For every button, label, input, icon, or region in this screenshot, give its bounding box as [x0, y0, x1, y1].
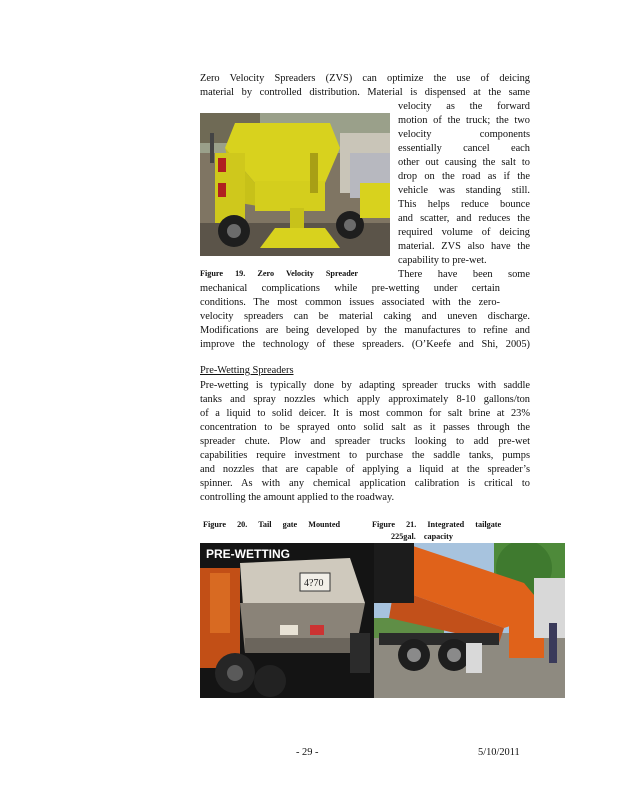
tailgate-mounted-tank-image — [200, 543, 374, 698]
figure-19-photo — [200, 113, 390, 256]
text-line: vehicle was standing still. — [398, 185, 530, 196]
figure-20-caption: Figure 20. Tail gate Mounted — [203, 520, 341, 529]
text-line: Modifications are being developed by the manufactures to refine and — [200, 325, 530, 336]
text-line: concentration to be sprayed onto solid salt as it passes through the — [200, 422, 530, 433]
text-line: velocity components — [398, 129, 530, 140]
text-line: tanks and spray nozzles which apply approximately 8-10 gallons/ton — [200, 394, 530, 405]
text-line: and scatter, and reduces the — [398, 213, 530, 224]
text-line: velocity as the forward — [398, 101, 530, 112]
pre-wetting-overlay-label: PRE-WETTING — [206, 547, 290, 561]
footer-date: 5/10/2011 — [478, 747, 520, 758]
text-line: velocity spreaders can be material caking and uneven discharge. — [200, 311, 530, 322]
text-line: other out causing the salt to — [398, 157, 530, 168]
text-line: motion of the truck; the two — [398, 115, 530, 126]
text-line: conditions. The most common issues associated with the zero- — [200, 297, 500, 308]
zero-velocity-spreader-image — [200, 113, 390, 256]
text-line: This helps reduce bounce — [398, 199, 530, 210]
text-line: controlling the amount applied to the roadway. — [200, 492, 395, 503]
text-line: of a liquid to solid deicer. It is most common for salt brine at 23% — [200, 408, 530, 419]
text-line: material. ZVS also have the — [398, 241, 530, 252]
text-line: Pre-wetting is typically done by adapting spreader trucks with saddle — [200, 380, 530, 391]
paragraph-complications — [200, 282, 530, 352]
paragraph-zvs-intro — [200, 72, 530, 100]
figure-21-caption: Figure 21. Integrated tailgate — [372, 520, 502, 529]
text-line: spinner. As with any chemical application calibration is critical to — [200, 478, 530, 489]
text-line: mechanical complications while pre-wetting under certain — [200, 283, 500, 294]
paragraph-complications-start — [398, 268, 530, 282]
paragraph-pre-wetting — [200, 379, 530, 505]
text-line: drop on the road as if the — [398, 171, 530, 182]
text-line: improve the technology of these spreaders. (O’Keefe and Shi, 2005) — [200, 339, 530, 350]
page-number: - 29 - — [296, 747, 319, 758]
text-line: capabilities require investment to purchase the saddle tanks, pumps — [200, 450, 530, 461]
text-line: spreader chute. Plow and spreader trucks looking to add pre-wet — [200, 436, 530, 447]
figure-21-caption-line2: 225gal. capacity — [391, 532, 453, 541]
text-line: and nozzles that are capable of applying a liquid at the spreader’s — [200, 464, 530, 475]
paragraph-zvs-wrap — [398, 100, 530, 268]
text-line: Zero Velocity Spreaders (ZVS) can optimize the use of deicing — [200, 73, 530, 84]
text-line: material by controlled distribution. Material is dispensed at the same — [200, 87, 530, 98]
figure-20-photo — [200, 543, 374, 698]
figure-21-photo — [374, 543, 565, 698]
integrated-tailgate-image — [374, 543, 565, 698]
figure-19-caption: Figure 19. Zero Velocity Spreader — [200, 269, 359, 278]
text-line: required volume of deicing — [398, 227, 530, 238]
tank-number-label: 4?70 — [304, 578, 324, 589]
text-line: capability to pre-wet. — [398, 255, 487, 266]
text-line: essentially cancel each — [398, 143, 530, 154]
section-heading-pre-wetting: Pre-Wetting Spreaders — [200, 365, 294, 376]
text-line: There have been some — [398, 269, 530, 280]
